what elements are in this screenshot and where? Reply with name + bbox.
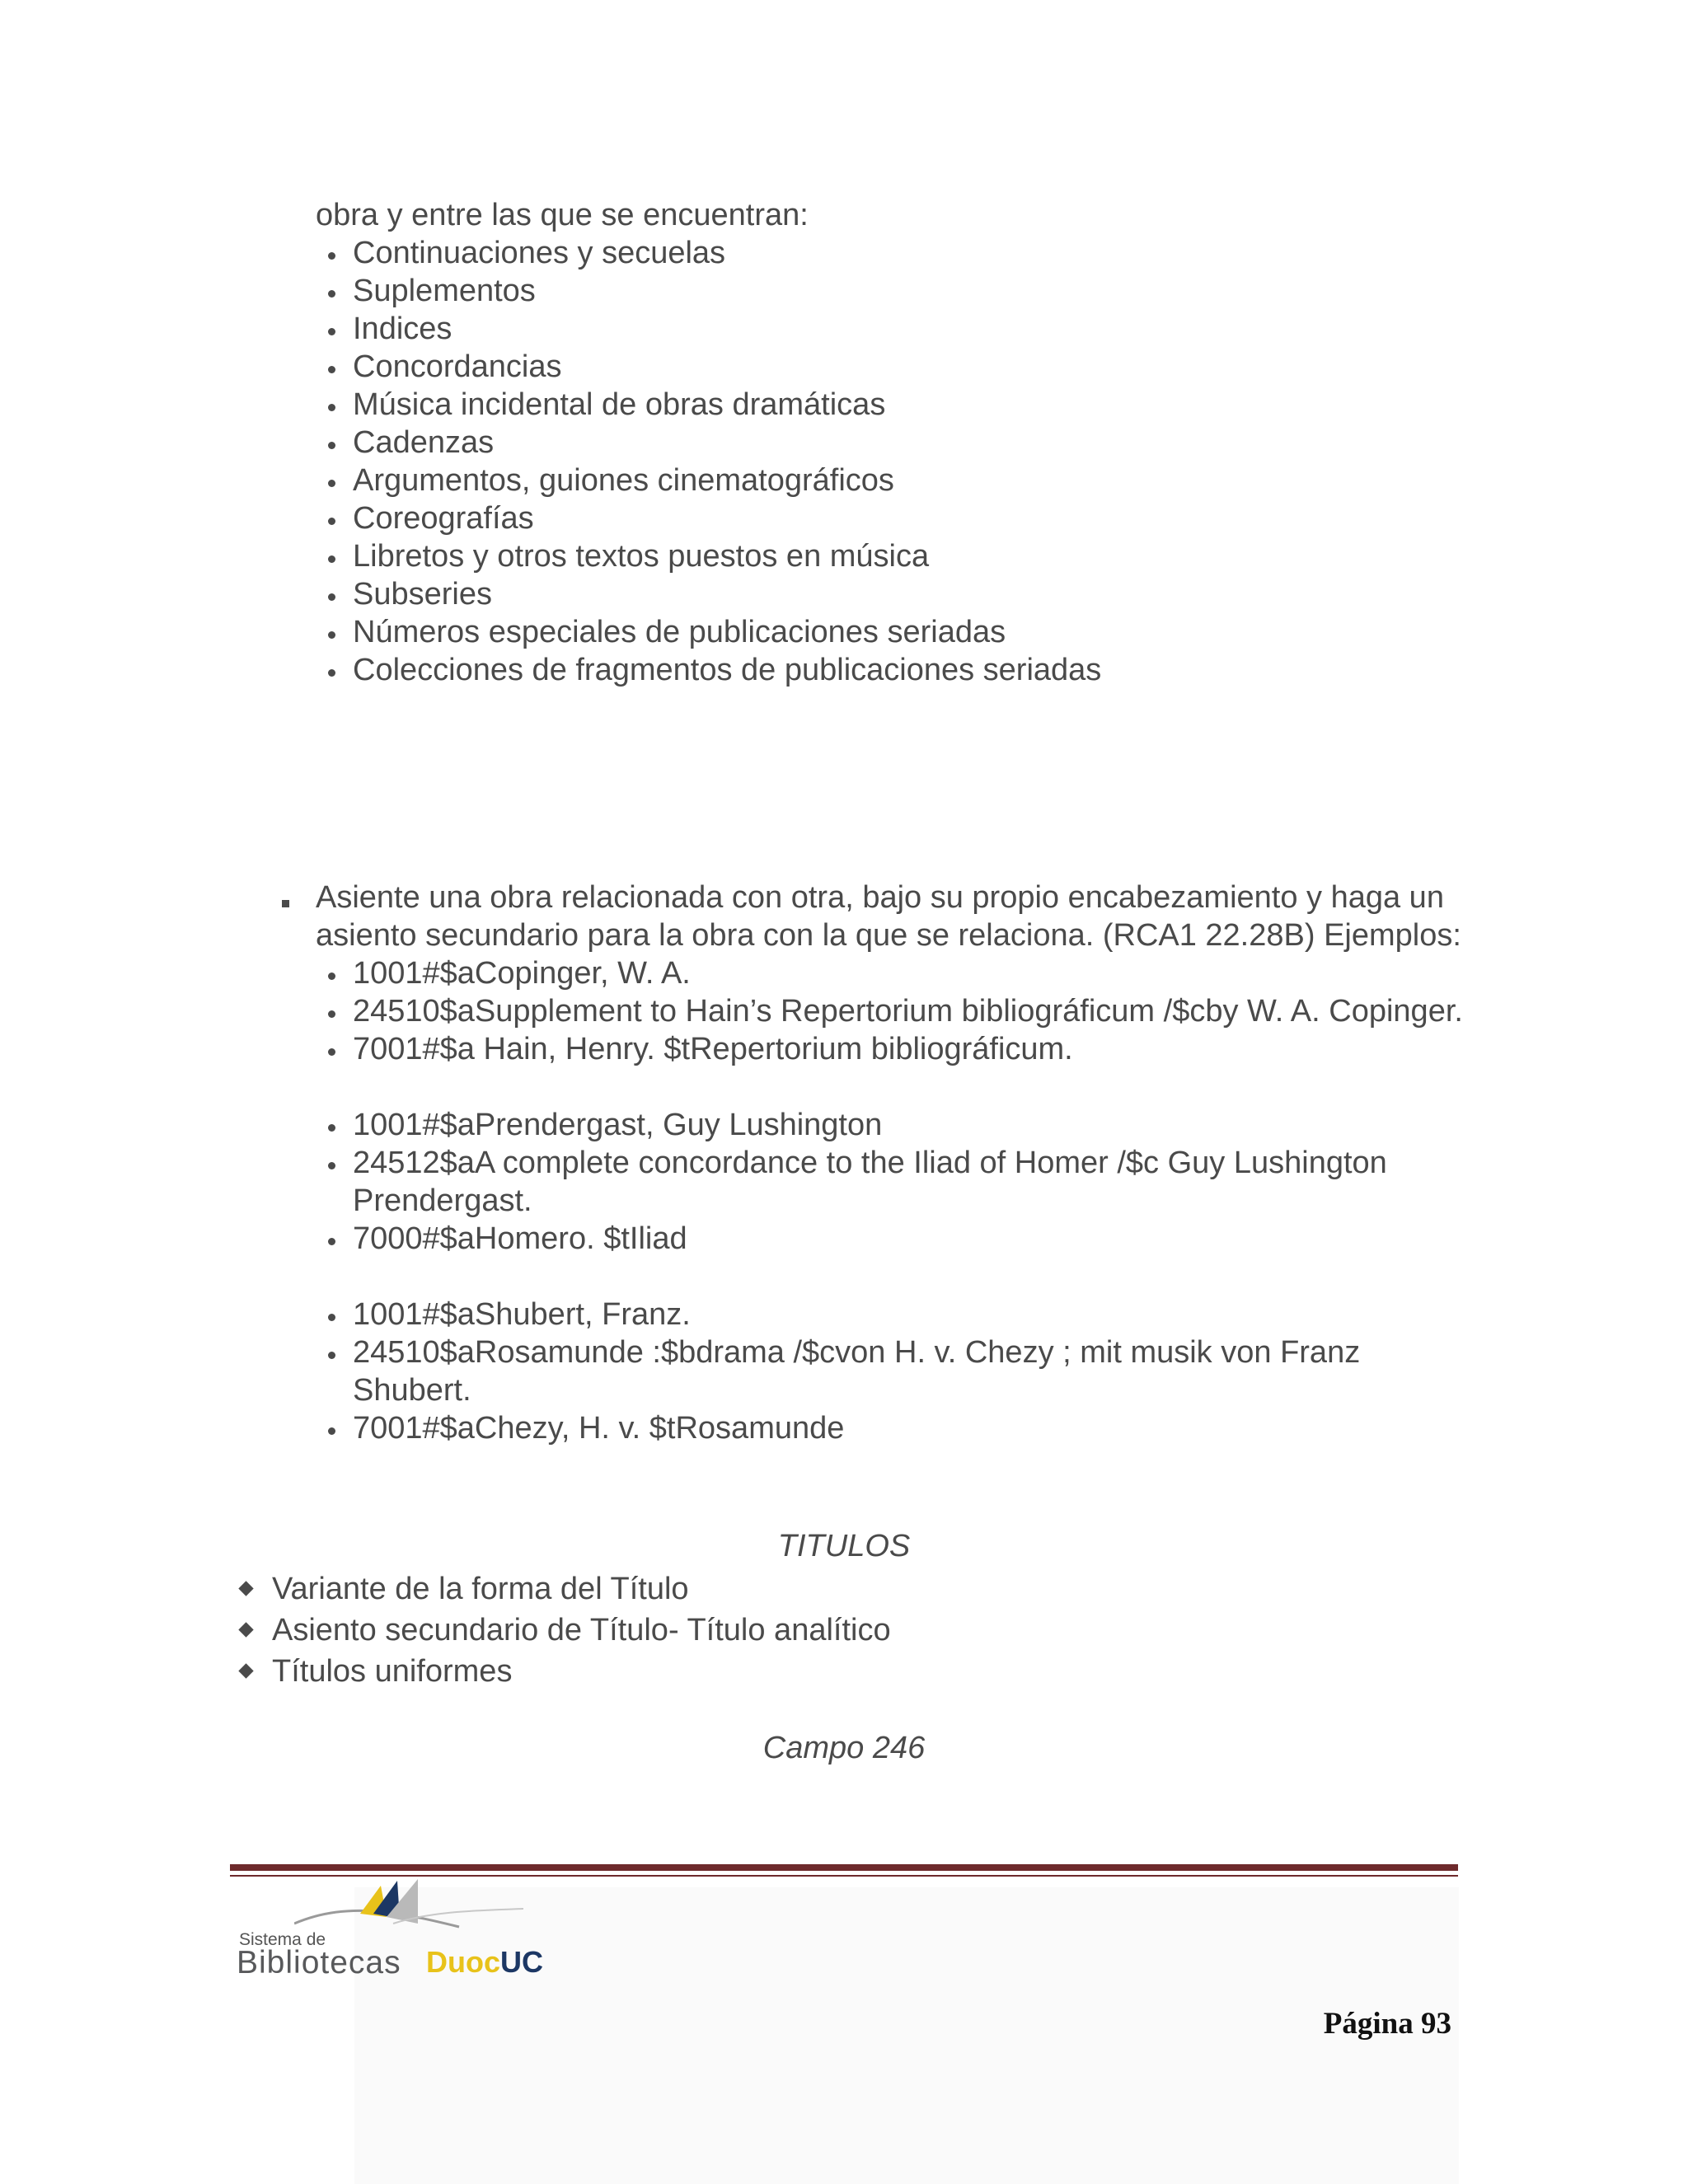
example-group-3 — [278, 1296, 1465, 1447]
example-line: 24512$aA complete concordance to the Iliad of Homer /$c Guy Lushington Prendergast. — [316, 1144, 1465, 1220]
example-line: 7001#$aChezy, H. v. $tRosamunde — [316, 1409, 1465, 1447]
example-line: 7001#$a Hain, Henry. $tRepertorium bibliográficum. — [316, 1030, 1465, 1068]
titulos-list — [237, 1568, 891, 1692]
list-item: Cadenzas — [316, 424, 1101, 462]
spacer — [278, 1068, 1465, 1106]
library-logo — [237, 1877, 583, 1980]
page-number: Página 93 — [1323, 2007, 1451, 2041]
rule-text: Asiente una obra relacionada con otra, bajo su propio encabezamiento y haga un asiento secundario para la obra con la que se relaciona. (RCA1 22.28B) Ejemplos: — [278, 879, 1465, 954]
list-item: Subseries — [316, 575, 1101, 613]
list-item: Suplementos — [316, 272, 1101, 310]
example-line: 1001#$aShubert, Franz. — [316, 1296, 1465, 1333]
list-item: Números especiales de publicaciones seriadas — [316, 613, 1101, 651]
example-line: 1001#$aCopinger, W. A. — [316, 954, 1465, 992]
example-group-2 — [278, 1106, 1465, 1258]
list-item: Colecciones de fragmentos de publicaciones seriadas — [316, 651, 1101, 689]
list-item: Coreografías — [316, 499, 1101, 537]
list-item: Argumentos, guiones cinematográficos — [316, 462, 1101, 499]
example-line: 24510$aRosamunde :$bdrama /$cvon H. v. Chezy ; mit musik von Franz Shubert. — [316, 1333, 1465, 1409]
titulos-heading: TITULOS — [777, 1529, 911, 1563]
logo-brand-uc: UC — [500, 1945, 543, 1979]
swoosh-icon — [294, 1877, 525, 1935]
intro-text: obra y entre las que se encuentran: — [316, 198, 809, 232]
list-item: Títulos uniformes — [237, 1651, 891, 1692]
footer-rule-thin — [230, 1875, 1458, 1877]
related-works-list — [316, 234, 1101, 689]
example-line: 1001#$aPrendergast, Guy Lushington — [316, 1106, 1465, 1144]
list-item: Indices — [316, 310, 1101, 348]
list-item: Concordancias — [316, 348, 1101, 386]
rule-block — [278, 879, 1465, 1447]
example-line: 7000#$aHomero. $tIliad — [316, 1220, 1465, 1258]
example-line: 24510$aSupplement to Hain’s Repertorium bibliográficum /$cby W. A. Copinger. — [316, 992, 1465, 1030]
logo-title: Bibliotecas — [237, 1945, 401, 1980]
campo-heading: Campo 246 — [762, 1731, 926, 1765]
example-group-1 — [278, 954, 1465, 1068]
list-item: Variante de la forma del Título — [237, 1568, 891, 1610]
footer-rule — [230, 1864, 1458, 1871]
logo-subtitle: Sistema de — [239, 1930, 326, 1949]
logo-brand — [426, 1945, 543, 1980]
list-item: Música incidental de obras dramáticas — [316, 386, 1101, 424]
list-item: Libretos y otros textos puestos en música — [316, 537, 1101, 575]
logo-brand-duoc: Duoc — [426, 1945, 500, 1979]
list-item: Continuaciones y secuelas — [316, 234, 1101, 272]
spacer — [278, 1258, 1465, 1296]
list-item: Asiento secundario de Título- Título analítico — [237, 1610, 891, 1651]
